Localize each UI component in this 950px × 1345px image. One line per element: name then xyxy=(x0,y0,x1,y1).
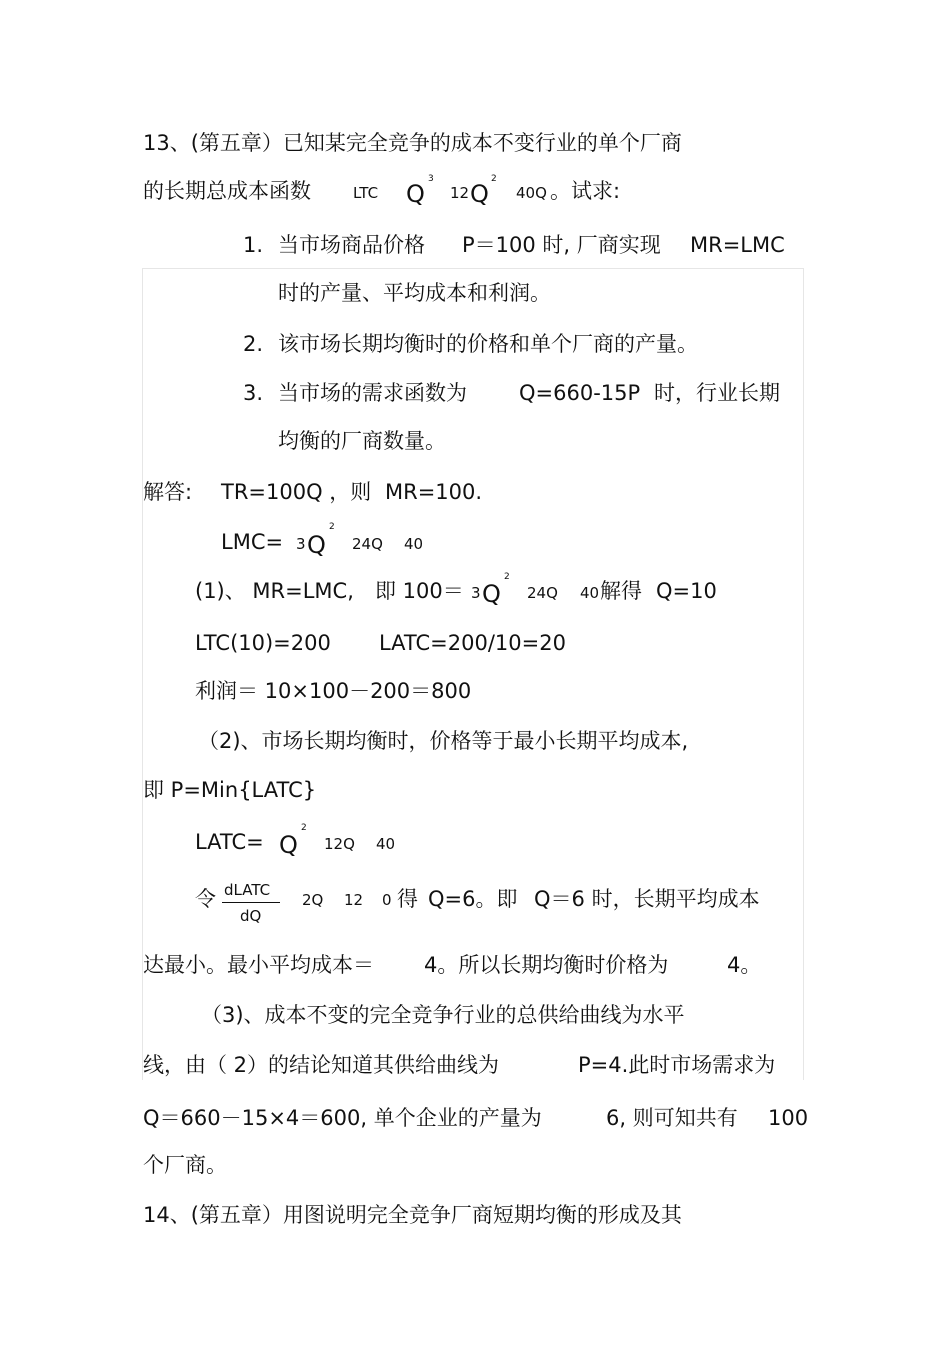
frame-border-right xyxy=(803,268,804,1080)
item3-text-c: 时，行业长期 xyxy=(654,381,780,405)
ling-text: 令 xyxy=(195,887,216,911)
formula-q2: Q xyxy=(470,180,489,208)
latc-label: LATC= xyxy=(195,830,264,854)
item3-number: 3. xyxy=(243,381,264,405)
item1-text-a: 当市场商品价格 xyxy=(278,233,425,257)
latc-q: Q xyxy=(279,831,298,859)
part1-c: 解得 xyxy=(600,579,642,603)
lmc-coef-3: 3 xyxy=(296,535,306,553)
item1-text-c: MR=LMC xyxy=(690,233,785,257)
part3-b: 线，由（ 2）的结论知道其供给曲线为 xyxy=(143,1053,500,1077)
part1-coef-3: 3 xyxy=(471,584,481,602)
latc-12q: 12Q xyxy=(324,835,355,853)
profit-line: 利润＝ 10×100－200＝800 xyxy=(195,679,472,703)
formula-q: Q xyxy=(406,180,425,208)
q6b-text: Q＝6 时，长期平均成本 xyxy=(534,887,760,911)
part3-f: 100 xyxy=(768,1106,809,1130)
part3-a: （3)、成本不变的完全竞争行业的总供给曲线为水平 xyxy=(201,1003,685,1027)
part1-b: 即 100＝ xyxy=(375,579,464,603)
min-cost-c: 4。 xyxy=(727,953,762,977)
lmc-label: LMC= xyxy=(221,530,284,554)
formula-40q: 40Q xyxy=(516,184,547,202)
item2-number: 2. xyxy=(243,332,264,356)
ltc-10: LTC(10)=200 xyxy=(195,631,331,655)
lmc-24q: 24Q xyxy=(352,535,383,553)
frac-numerator: dLATC xyxy=(224,881,271,899)
lmc-40: 40 xyxy=(404,535,424,553)
part1-24q: 24Q xyxy=(527,584,558,602)
q13-line2-suffix: 。试求: xyxy=(550,179,621,203)
part3-c: P=4.此时市场需求为 xyxy=(578,1053,776,1077)
latc-exp2: 2 xyxy=(301,823,307,833)
q6-text: Q=6。即 xyxy=(428,887,518,911)
answer-tr: TR=100Q ，则 xyxy=(221,480,372,504)
item3-text-b: Q=660-15P xyxy=(519,381,641,405)
item1-continuation: 时的产量、平均成本和利润。 xyxy=(278,281,551,305)
min-cost-a: 达最小。最小平均成本＝ xyxy=(143,953,374,977)
formula-exp3: 3 xyxy=(428,174,434,184)
lmc-exp2: 2 xyxy=(329,522,335,532)
frame-border-top xyxy=(142,268,804,269)
de-text: 得 xyxy=(397,887,418,911)
part2-a: （2)、市场长期均衡时，价格等于最小长期平均成本, xyxy=(198,729,689,753)
q13-line2-prefix: 的长期总成本函数 xyxy=(143,179,311,203)
lmc-q: Q xyxy=(307,531,326,559)
answer-mr: MR=100. xyxy=(385,480,483,504)
part3-d: Q＝660－15×4＝600, 单个企业的产量为 xyxy=(143,1106,542,1130)
q13-line1: 13、(第五章）已知某完全竞争的成本不变行业的单个厂商 xyxy=(143,131,682,155)
item1-text-b: P＝100 时, 厂商实现 xyxy=(462,233,661,257)
item2-text: 该市场长期均衡时的价格和单个厂商的产量。 xyxy=(278,332,698,356)
part1-d: Q=10 xyxy=(656,579,717,603)
formula-ltc: LTC xyxy=(353,184,379,202)
part1-q: Q xyxy=(482,580,501,608)
deriv-2q: 2Q xyxy=(302,891,324,909)
part1-40: 40 xyxy=(580,584,600,602)
min-cost-b: 4。所以长期均衡时价格为 xyxy=(424,953,669,977)
part3-g: 个厂商。 xyxy=(143,1153,227,1177)
part1-exp2: 2 xyxy=(504,572,510,582)
part2-b: 即 P=Min{LATC} xyxy=(143,778,317,802)
fraction-bar xyxy=(222,902,280,903)
part3-e: 6, 则可知共有 xyxy=(606,1106,738,1130)
item3-continuation: 均衡的厂商数量。 xyxy=(278,429,446,453)
q14-line1: 14、(第五章）用图说明完全竞争厂商短期均衡的形成及其 xyxy=(143,1203,682,1227)
latc-20: LATC=200/10=20 xyxy=(379,631,566,655)
latc-40: 40 xyxy=(376,835,396,853)
item3-text-a: 当市场的需求函数为 xyxy=(278,381,467,405)
answer-label: 解答: xyxy=(143,480,193,504)
deriv-0: 0 xyxy=(382,891,392,909)
frac-denominator: dQ xyxy=(240,907,262,925)
part1-a: (1)、 MR=LMC, xyxy=(195,579,354,603)
formula-12: 12 xyxy=(450,184,470,202)
formula-exp2: 2 xyxy=(491,174,497,184)
deriv-12: 12 xyxy=(344,891,364,909)
item1-number: 1. xyxy=(243,233,264,257)
